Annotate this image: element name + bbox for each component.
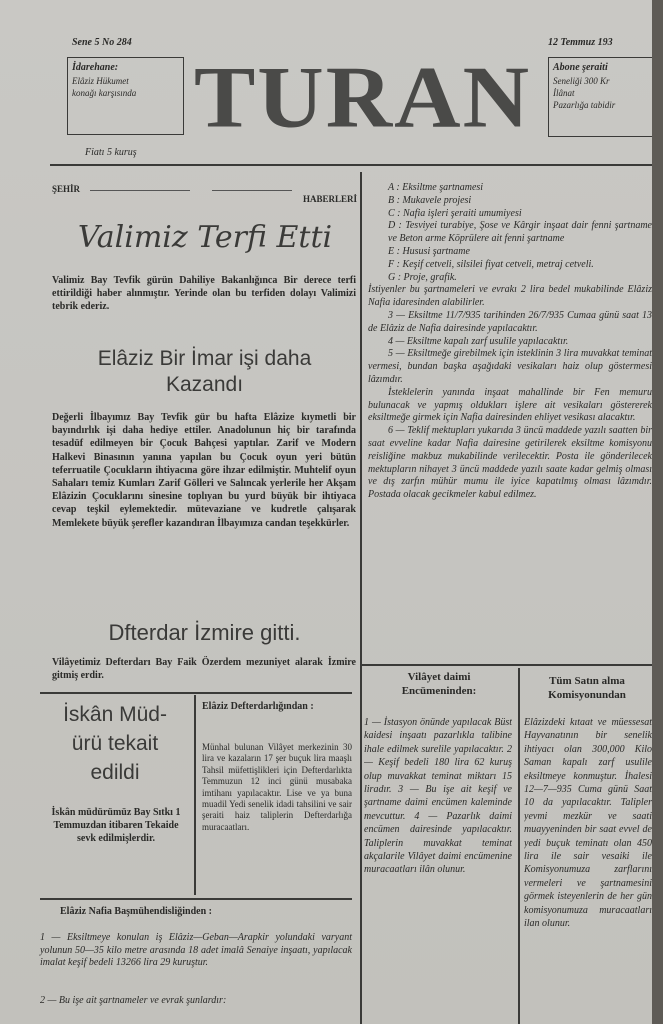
masthead-rule xyxy=(50,164,652,166)
headline-iskan-line-2: ürü tekait xyxy=(71,732,159,755)
subscription-box xyxy=(548,57,652,137)
main-column-divider xyxy=(360,172,362,1024)
nafia-top-rule xyxy=(40,898,352,900)
article-imar-body: Değerli İlbayımız Bay Tevfik gür bu hafta Elâzize kıymetli bir bayındırlık işi daha hediye ettiler. Anadolunun hiç bir tarafında tesadüf edilmeyen bir Çocuk Bahçesi yaptılar. Zarif ve Modern Halkevi Binasının yanına yapılan bu Çocuk oyun yeri bütün teferruatile Çocukların ihtiyacına göre ihzar edilmiştir. Muhtelif oyun Sahaları temiz Kumları Zarif Gölleri ve Salıncak yerlerile her Akşam Elâzizin Çocuklarını sinesine toplıyan bu yurd büyük bir ihtiyaca cevap teşkil eylemektedir. mütevaziane ve kudretle çalışarak Memlekete büyük şerefler kazandıran İlbayımıza candan teşekkürler. xyxy=(52,412,356,529)
office-box-line-1: İdarehane: xyxy=(72,62,119,73)
tender-paragraph-5: İsteklelerin yanında inşaat mahallinde bir Fen memuru bulunacak ve yapmış oldukları işlere ait vesikaları göstererek eksiltmeğe girmek için Nafia dairesinden ehliyet vesikası alacaktır. xyxy=(368,386,652,424)
nafia-body: 1 — Eksiltmeye konulan iş Elâziz—Geban—Arapkir yolundaki varyant yolunun 50—35 kilo metre arasında 18 adet imalâ Senaiye inşaatı, yapılacak imalat keşif bedeli 13266 lira 29 kuruştur. xyxy=(40,932,352,968)
subscription-line-2: Seneliği 300 Kr xyxy=(553,75,610,86)
article-valimiz-body: Valimiz Bay Tevfik gürün Dahiliye Bakanlığınca Bir derece terfi ettirildiği haber alınmıştır. Yerinde olan bu terfiden dolayı Valimizi tebrik ederiz. xyxy=(52,275,356,313)
office-box-line-2: Elâziz Hükumet xyxy=(72,75,129,86)
tender-item-d: D : Tesviyei turabiye, Şose ve Kârgir inşaat dair fenni şartname ve Beton arme Köprülere ait fenni şartname xyxy=(388,220,652,245)
left-bottom-rule xyxy=(40,692,352,694)
subscription-line-1: Abone şeraiti xyxy=(553,62,608,73)
nafia-title: Elâziz Nafia Başmühendisliğinden : xyxy=(60,906,212,917)
satin-alma-title-line-1: Tüm Satın alma xyxy=(549,675,625,687)
subscription-line-3: İlânat xyxy=(553,87,575,98)
encumen-title-line-2: Encümeninden: xyxy=(401,685,477,697)
tender-paragraph-1: İstiyenler bu şartnameleri ve evrakı 2 lira bedel mukabilinde Elâziz Nafia idaresinden alabilirler. xyxy=(368,284,652,309)
defterdarlik-title: Elâziz Defterdarlığından : xyxy=(202,701,314,712)
tender-item-a: A : Eksiltme şartnamesi xyxy=(388,182,484,193)
tender-item-e: E : Hususi şartname xyxy=(388,245,470,257)
headline-imar xyxy=(52,346,357,398)
defterdarlik-body: Münhal bulunan Vilâyet merkezinin 30 lira ve kazaların 17 şer buçuk lira maaşlı Tahsil müfettişlikleri için Defterdarlıkta Temmuzun 12 inci günü musabaka imtihanı yapılacaktır. Lise ve ya buna muadil Yedi senelik idadi tahsilini ve sair şeraiti haiz taliplerin Defterdarlığa muracaatları. xyxy=(202,742,352,832)
headline-imar-line-2: Kazandı xyxy=(165,373,244,396)
subscription-line-4: Pazarlığa tabidir xyxy=(553,99,616,110)
tender-paragraph-2: 3 — Eksiltme 11/7/935 tarihinden 26/7/935 Cumaa günü saat 13 de Elâziz de Nafia dairesinde yapılacaktır. xyxy=(368,309,652,334)
office-address-box xyxy=(67,57,184,135)
tender-paragraph-4: 5 — Eksiltmeğe girebilmek için isteklinin 3 lira muvakkat teminat vermesi, bundan başka aşağıdaki vesikaları haiz olup göstermesi lâzımdır. xyxy=(368,348,652,385)
tender-item-c: C : Nafia işleri şeraiti umumiyesi xyxy=(388,207,522,219)
headline-iskan xyxy=(40,700,190,787)
section-label-right: HABERLERİ xyxy=(302,194,357,204)
tender-item-b: B : Mukavele projesi xyxy=(388,194,472,206)
tender-item-f: F : Keşif cetveli, silsilei fiyat cetveli, metraj cetveli. xyxy=(388,258,594,270)
masthead-title: TURAN xyxy=(193,48,532,146)
satin-alma-title-line-2: Komisyonundan xyxy=(548,689,626,701)
iskan-divider xyxy=(194,695,196,895)
nafia-body-2: 2 — Bu işe ait şartnameler ve evrak şunlardır: xyxy=(40,995,227,1006)
headline-imar-line-1: Elâziz Bir İmar işi daha xyxy=(97,347,312,370)
encumen-divider xyxy=(518,668,520,1024)
headline-defterdar: Dfterdar İzmire gitti. xyxy=(108,620,301,645)
tender-list xyxy=(368,182,652,502)
satin-alma-body: Elâzizdeki kıtaat ve müessesat Hayvanatının bir senelik ihtiyacı olan 300,000 Kilo Saman kapalı zarf usulile eksiltmeye konmuştur. İhalesi 12—7—935 Cuma günü Saat 10 da yapılacaktır. Talipler yevmi mezkür ve saati muayyeninden bir saat evvel de yedi buçuk teminatı olan 450 lira ile sair vesaiki ile Komisyonumuza zarflarını vermeleri ve şartnamesini görmek isteyenlerin de her gün komisyonumuza muracaatları ilan olunur. xyxy=(524,717,652,930)
section-label-left: ŞEHİR xyxy=(52,184,81,194)
issue-price: Fiatı 5 kuruş xyxy=(85,147,137,158)
tender-item-g: G : Proje, grafik. xyxy=(388,271,457,283)
headline-iskan-line-1: İskân Müd- xyxy=(63,703,167,726)
encumen-title-line-1: Vilâyet daimi xyxy=(407,671,471,683)
tender-paragraph-3: 4 — Eksiltme kapalı zarf usulile yapılacaktır. xyxy=(388,335,569,347)
issue-number: Sene 5 No 284 xyxy=(72,37,132,48)
article-iskan-body: İskân müdürümüz Bay Sıtkı 1 Temmuzdan itibaren Tekaide sevk edilmişlerdir. xyxy=(51,807,181,845)
issue-date: 12 Temmuz 193 xyxy=(548,37,613,48)
article-defterdar-body: Vilâyetimiz Defterdarı Bay Faik Özerdem mezuniyet alarak İzmire gitmiş erdir. xyxy=(52,657,356,682)
office-box-line-3: konağı karşısında xyxy=(72,87,137,98)
encumen-title xyxy=(364,670,514,698)
headline-iskan-line-3: edildi xyxy=(90,761,140,784)
section-label xyxy=(52,184,357,204)
tender-paragraph-6: 6 — Teklif mektupları yukarıda 3 üncü maddede yazılı saatten bir saat evveline kadar Nafia dairesine getirilerek eksiltme komisyonu reisliğine makbuz mukabilinde verilecektir. Posta ile gönderilecek mektupların nihayet 3 üncü maddede yazılı saate kadar gelmiş olması ve dış zarfın mühür mumu ile iyice kapatılmış olması lâzımdır. Postada olacak gecikmeler kabul edilmez. xyxy=(368,425,652,501)
page-edge-shadow xyxy=(652,0,663,1024)
encumen-body: 1 — İstasyon önünde yapılacak Büst kaidesi inşaatı pazarlıkla talibine ihale edilmek surelile yapılacaktır. 2 — Keşif bedeli 180 lira 62 kuruş olup muvakkat teminat miktarı 15 liradır. 3 — Bu işe ait keşif ve şartname daimi encümen kaleminde mevcuttur. 4 — Pazarlık daimi encümen dairesinde yapılacaktır. Taliplerin muvakkat teminat akçalarile Vilâyet daimi encümenine muracaatları ilân olunur. xyxy=(364,717,512,876)
satin-alma-title xyxy=(522,674,652,702)
headline-valimiz: Valimiz Terfi Etti xyxy=(77,220,333,255)
right-mid-rule xyxy=(360,664,652,666)
